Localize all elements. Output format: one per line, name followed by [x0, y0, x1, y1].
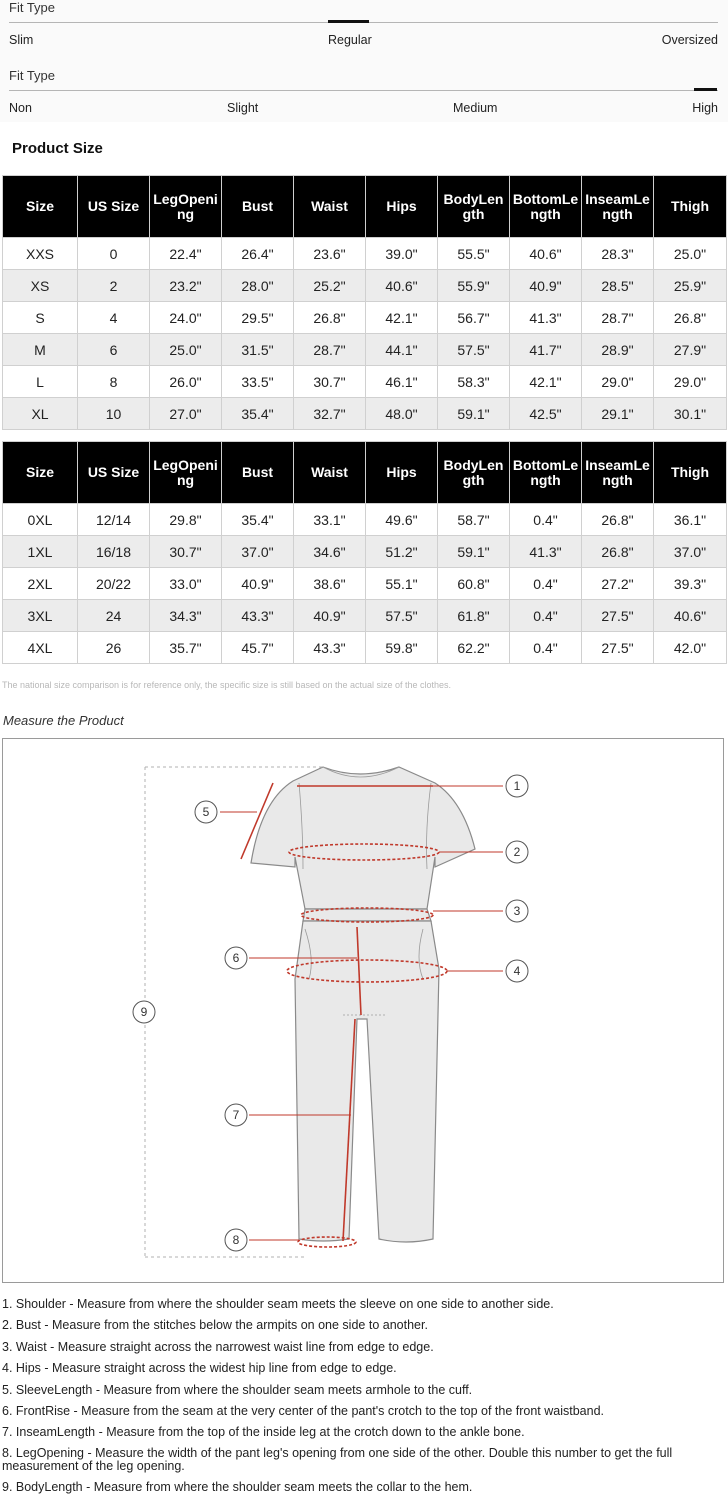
table-cell: 27.5": [582, 600, 654, 632]
table-cell: 28.5": [582, 270, 654, 302]
desc-sleeve-length: 5. SleeveLength - Measure from where the shoulder seam meets armhole to the cuff.: [2, 1382, 473, 1397]
table-cell: 2: [78, 270, 150, 302]
column-header: Waist: [294, 442, 366, 504]
column-header: InseamLength: [582, 442, 654, 504]
table-cell: 24.0": [150, 302, 222, 334]
fit-type-panel: [0, 0, 728, 122]
table-cell: 41.7": [510, 334, 582, 366]
column-header: BodyLength: [438, 442, 510, 504]
column-header: Size: [3, 176, 78, 238]
table-cell: XL: [3, 398, 78, 430]
column-header: InseamLength: [582, 176, 654, 238]
desc-shoulder: 1. Shoulder - Measure from where the shoulder seam meets the sleeve on one side to another side.: [2, 1297, 554, 1311]
table-cell: 1XL: [3, 536, 78, 568]
table-row: [3, 366, 727, 398]
table-cell: 0.4": [510, 632, 582, 664]
table-cell: 25.9": [654, 270, 727, 302]
table-cell: 27.5": [582, 632, 654, 664]
table-cell: 35.7": [150, 632, 222, 664]
table-cell: 58.7": [438, 504, 510, 536]
table-row: [3, 568, 727, 600]
table-cell: 2XL: [3, 568, 78, 600]
table-cell: 29.0": [582, 366, 654, 398]
table-cell: 34.3": [150, 600, 222, 632]
fit-scale-line: [9, 90, 718, 91]
measurement-diagram: [2, 738, 724, 1283]
table-cell: 34.6": [294, 536, 366, 568]
table-cell: 0.4": [510, 600, 582, 632]
table-cell: 26.8": [294, 302, 366, 334]
column-header: US Size: [78, 442, 150, 504]
table-cell: 10: [78, 398, 150, 430]
table-cell: 55.1": [366, 568, 438, 600]
marker-2: 2: [513, 845, 521, 859]
table-cell: 35.4": [222, 504, 294, 536]
table-cell: 41.3": [510, 302, 582, 334]
column-header: Thigh: [654, 176, 727, 238]
table-cell: 27.2": [582, 568, 654, 600]
table-cell: 30.7": [294, 366, 366, 398]
table-cell: 26.4": [222, 238, 294, 270]
marker-6: 6: [232, 951, 240, 965]
column-header: Waist: [294, 176, 366, 238]
table-cell: 55.5": [438, 238, 510, 270]
table-cell: 0.4": [510, 504, 582, 536]
table-cell: 48.0": [366, 398, 438, 430]
table-cell: 59.1": [438, 398, 510, 430]
table-cell: 27.0": [150, 398, 222, 430]
table-cell: 37.0": [222, 536, 294, 568]
table-cell: 24: [78, 600, 150, 632]
table-cell: 37.0": [654, 536, 727, 568]
table-cell: M: [3, 334, 78, 366]
table-cell: 31.5": [222, 334, 294, 366]
desc-inseam-length: 7. InseamLength - Measure from the top of the inside leg at the crotch down to the ankle bone.: [2, 1425, 525, 1440]
table-cell: 23.2": [150, 270, 222, 302]
table-cell: 45.7": [222, 632, 294, 664]
fit-type-title: Fit Type: [9, 68, 56, 83]
desc-bust: 2. Bust - Measure from the stitches below the armpits on one side to another.: [2, 1318, 428, 1333]
table-cell: 26.0": [150, 366, 222, 398]
table-cell: 43.3": [294, 632, 366, 664]
table-cell: 23.6": [294, 238, 366, 270]
table-cell: 42.5": [510, 398, 582, 430]
column-header: Bust: [222, 176, 294, 238]
table-cell: 16/18: [78, 536, 150, 568]
fit-type-scale-2: [0, 68, 728, 128]
table-cell: 40.6": [366, 270, 438, 302]
table-cell: 40.6": [654, 600, 727, 632]
fit-label-slight: Slight: [227, 101, 259, 115]
product-size-title: Product Size: [12, 140, 103, 157]
table-cell: S: [3, 302, 78, 334]
table-cell: 25.0": [150, 334, 222, 366]
table-cell: 27.9": [654, 334, 727, 366]
table-cell: 0: [78, 238, 150, 270]
desc-front-rise: 6. FrontRise - Measure from the seam at the very center of the pant's crotch to the top of the front waistband.: [2, 1403, 604, 1418]
marker-9: 9: [140, 1005, 148, 1019]
table-cell: 33.0": [150, 568, 222, 600]
table-cell: XS: [3, 270, 78, 302]
table-cell: 0XL: [3, 504, 78, 536]
table-cell: 26: [78, 632, 150, 664]
column-header: Size: [3, 442, 78, 504]
column-header: US Size: [78, 176, 150, 238]
table-cell: 62.2": [438, 632, 510, 664]
table-cell: 26.8": [654, 302, 727, 334]
table-row: [3, 302, 727, 334]
table-cell: 43.3": [222, 600, 294, 632]
table-cell: 42.0": [654, 632, 727, 664]
desc-leg-opening: 8. LegOpening - Measure the width of the pant leg's opening from one side of the other. Double this number to get the full measurement of the leg opening.: [2, 1445, 673, 1473]
table-cell: 40.9": [222, 568, 294, 600]
table-cell: 3XL: [3, 600, 78, 632]
fit-selected-marker: [694, 88, 717, 91]
table-row: [3, 632, 727, 664]
table-header-row: [3, 176, 727, 238]
table-cell: 60.8": [438, 568, 510, 600]
table-cell: 46.1": [366, 366, 438, 398]
table-cell: 8: [78, 366, 150, 398]
marker-8: 8: [232, 1233, 240, 1247]
column-header: LegOpening: [150, 176, 222, 238]
table-cell: 4XL: [3, 632, 78, 664]
table-cell: 29.1": [582, 398, 654, 430]
table-row: [3, 398, 727, 430]
table-cell: 58.3": [438, 366, 510, 398]
size-table-plus: [2, 441, 727, 664]
table-cell: 28.7": [294, 334, 366, 366]
fit-label-oversized: Oversized: [661, 33, 718, 47]
table-cell: 25.2": [294, 270, 366, 302]
column-header: BottomLength: [510, 176, 582, 238]
table-cell: 40.9": [510, 270, 582, 302]
jumpsuit-shape: [251, 767, 475, 1242]
column-header: BodyLength: [438, 176, 510, 238]
measurement-descriptions: [2, 1297, 724, 1502]
table-cell: 57.5": [366, 600, 438, 632]
fit-label-medium: Medium: [453, 101, 498, 115]
table-cell: 42.1": [510, 366, 582, 398]
table-row: [3, 600, 727, 632]
desc-hips: 4. Hips - Measure straight across the widest hip line from edge to edge.: [2, 1361, 397, 1376]
table-row: [3, 536, 727, 568]
table-cell: 26.8": [582, 504, 654, 536]
column-header: Hips: [366, 176, 438, 238]
table-cell: 20/22: [78, 568, 150, 600]
column-header: BottomLength: [510, 442, 582, 504]
table-cell: 55.9": [438, 270, 510, 302]
table-header-row: [3, 442, 727, 504]
table-cell: 33.1": [294, 504, 366, 536]
table-cell: 61.8": [438, 600, 510, 632]
table-cell: 57.5": [438, 334, 510, 366]
marker-3: 3: [513, 904, 521, 918]
desc-waist: 3. Waist - Measure straight across the narrowest waist line from edge to edge.: [2, 1339, 434, 1354]
table-cell: 30.1": [654, 398, 727, 430]
table-row: [3, 270, 727, 302]
fit-label-regular: Regular: [328, 33, 372, 47]
table-cell: 33.5": [222, 366, 294, 398]
table-cell: 56.7": [438, 302, 510, 334]
table-cell: 49.6": [366, 504, 438, 536]
table-cell: 26.8": [582, 536, 654, 568]
table-cell: XXS: [3, 238, 78, 270]
table-row: [3, 334, 727, 366]
table-cell: 40.6": [510, 238, 582, 270]
table-cell: 12/14: [78, 504, 150, 536]
table-cell: 28.0": [222, 270, 294, 302]
fit-selected-marker: [328, 20, 369, 23]
column-header: Thigh: [654, 442, 727, 504]
table-cell: 59.8": [366, 632, 438, 664]
fit-label-high: High: [692, 101, 718, 115]
table-cell: 39.3": [654, 568, 727, 600]
table-cell: 44.1": [366, 334, 438, 366]
table-cell: 25.0": [654, 238, 727, 270]
table-cell: 39.0": [366, 238, 438, 270]
column-header: Hips: [366, 442, 438, 504]
table-cell: 36.1": [654, 504, 727, 536]
fit-type-title: Fit Type: [9, 0, 56, 15]
table-cell: 29.5": [222, 302, 294, 334]
table-cell: 0.4": [510, 568, 582, 600]
table-cell: 32.7": [294, 398, 366, 430]
marker-1: 1: [513, 779, 521, 793]
table-cell: 59.1": [438, 536, 510, 568]
column-header: LegOpening: [150, 442, 222, 504]
table-cell: 30.7": [150, 536, 222, 568]
table-cell: 28.7": [582, 302, 654, 334]
table-cell: 4: [78, 302, 150, 334]
desc-body-length: 9. BodyLength - Measure from where the shoulder seam meets the collar to the hem.: [2, 1480, 473, 1495]
marker-7: 7: [232, 1108, 240, 1122]
marker-4: 4: [513, 964, 521, 978]
fit-type-scale-1: [0, 0, 728, 60]
table-cell: L: [3, 366, 78, 398]
table-cell: 29.8": [150, 504, 222, 536]
table-cell: 35.4": [222, 398, 294, 430]
column-header: Bust: [222, 442, 294, 504]
fit-label-slim: Slim: [9, 33, 34, 47]
table-cell: 51.2": [366, 536, 438, 568]
jumpsuit-illustration: [3, 739, 723, 1282]
size-reference-note: The national size comparison is for reference only, the specific size is still based on the actual size of the clothes.: [2, 680, 452, 690]
table-cell: 42.1": [366, 302, 438, 334]
table-cell: 22.4": [150, 238, 222, 270]
table-cell: 28.9": [582, 334, 654, 366]
table-cell: 29.0": [654, 366, 727, 398]
table-cell: 6: [78, 334, 150, 366]
table-cell: 41.3": [510, 536, 582, 568]
measure-title: Measure the Product: [3, 713, 124, 728]
marker-5: 5: [202, 805, 210, 819]
table-cell: 38.6": [294, 568, 366, 600]
table-cell: 40.9": [294, 600, 366, 632]
size-table-standard: [2, 175, 727, 430]
table-row: [3, 504, 727, 536]
fit-label-non: Non: [9, 101, 32, 115]
table-cell: 28.3": [582, 238, 654, 270]
table-row: [3, 238, 727, 270]
